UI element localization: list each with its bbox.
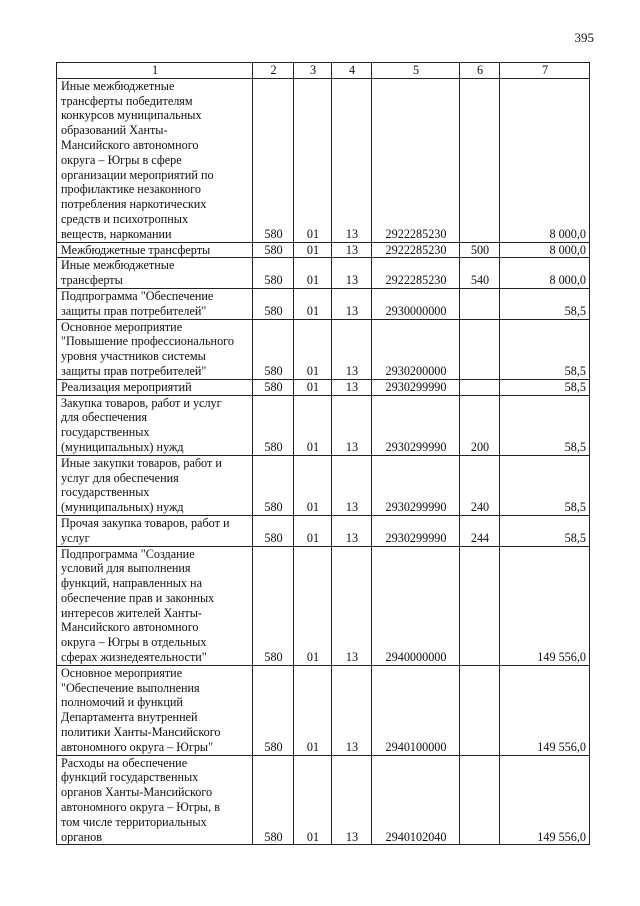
table-body <box>57 78 590 845</box>
row-razdel-cell: 01 <box>294 258 332 289</box>
row-name-cell: Межбюджетные трансферты <box>57 242 253 258</box>
row-amount-cell: 58,5 <box>500 395 590 455</box>
table-row <box>57 546 590 665</box>
row-name-cell: Иные межбюджетные трансферты <box>57 258 253 289</box>
table-row <box>57 395 590 455</box>
row-vedomstvo-cell: 580 <box>253 288 294 319</box>
row-name-cell: Расходы на обеспечение функций государственных органов Ханты-Мансийского автономного округа – Югры, в том числе территориальных органов <box>57 755 253 845</box>
row-amount-cell: 149 556,0 <box>500 755 590 845</box>
row-razdel-cell: 01 <box>294 665 332 755</box>
row-podrazdel-cell: 13 <box>332 455 372 515</box>
row-vedomstvo-cell: 580 <box>253 395 294 455</box>
row-podrazdel-cell: 13 <box>332 546 372 665</box>
row-vedomstvo-cell: 580 <box>253 665 294 755</box>
column-header: 5 <box>372 63 460 79</box>
row-expense-type-cell <box>460 546 500 665</box>
row-amount-cell: 149 556,0 <box>500 665 590 755</box>
row-podrazdel-cell: 13 <box>332 515 372 546</box>
row-target-article-cell: 2922285230 <box>372 258 460 289</box>
row-amount-cell: 8 000,0 <box>500 242 590 258</box>
row-target-article-cell: 2930299990 <box>372 379 460 395</box>
row-vedomstvo-cell: 580 <box>253 258 294 289</box>
table-row <box>57 665 590 755</box>
row-target-article-cell: 2930299990 <box>372 395 460 455</box>
row-vedomstvo-cell: 580 <box>253 515 294 546</box>
row-expense-type-cell: 500 <box>460 242 500 258</box>
row-expense-type-cell <box>460 665 500 755</box>
column-header: 4 <box>332 63 372 79</box>
row-name-cell: Прочая закупка товаров, работ и услуг <box>57 515 253 546</box>
row-amount-cell: 8 000,0 <box>500 258 590 289</box>
table-row <box>57 455 590 515</box>
row-podrazdel-cell: 13 <box>332 665 372 755</box>
column-header: 2 <box>253 63 294 79</box>
row-expense-type-cell: 240 <box>460 455 500 515</box>
row-podrazdel-cell: 13 <box>332 78 372 242</box>
row-vedomstvo-cell: 580 <box>253 546 294 665</box>
row-amount-cell: 8 000,0 <box>500 78 590 242</box>
row-expense-type-cell <box>460 78 500 242</box>
row-razdel-cell: 01 <box>294 288 332 319</box>
row-vedomstvo-cell: 580 <box>253 242 294 258</box>
row-amount-cell: 58,5 <box>500 455 590 515</box>
row-podrazdel-cell: 13 <box>332 379 372 395</box>
row-vedomstvo-cell: 580 <box>253 319 294 379</box>
row-razdel-cell: 01 <box>294 379 332 395</box>
row-razdel-cell: 01 <box>294 395 332 455</box>
row-podrazdel-cell: 13 <box>332 242 372 258</box>
row-target-article-cell: 2930299990 <box>372 455 460 515</box>
row-target-article-cell: 2930000000 <box>372 288 460 319</box>
row-amount-cell: 58,5 <box>500 319 590 379</box>
row-razdel-cell: 01 <box>294 78 332 242</box>
row-podrazdel-cell: 13 <box>332 395 372 455</box>
header-row <box>57 63 590 79</box>
row-razdel-cell: 01 <box>294 515 332 546</box>
table-row <box>57 242 590 258</box>
row-name-cell: Подпрограмма "Создание условий для выполнения функций, направленных на обеспечение прав и законных интересов жителей Ханты- Мансийского автономного округа – Югры в отдельных сферах жизнедеятельности" <box>57 546 253 665</box>
table-row <box>57 258 590 289</box>
row-name-cell: Иные межбюджетные трансферты победителям конкурсов муниципальных образований Ханты- Мансийского автономного округа – Югры в сфере организации мероприятий по профилактике незаконного потребления наркотических средств и психотропных веществ, наркомании <box>57 78 253 242</box>
row-podrazdel-cell: 13 <box>332 258 372 289</box>
row-target-article-cell: 2922285230 <box>372 78 460 242</box>
row-razdel-cell: 01 <box>294 455 332 515</box>
column-header: 7 <box>500 63 590 79</box>
row-target-article-cell: 2940100000 <box>372 665 460 755</box>
row-expense-type-cell: 200 <box>460 395 500 455</box>
row-name-cell: Реализация мероприятий <box>57 379 253 395</box>
column-header: 1 <box>57 63 253 79</box>
row-target-article-cell: 2930200000 <box>372 319 460 379</box>
column-header: 3 <box>294 63 332 79</box>
table-row <box>57 379 590 395</box>
row-name-cell: Основное мероприятие "Обеспечение выполнения полномочий и функций Департамента внутренней политики Ханты-Мансийского автономного округа – Югры" <box>57 665 253 755</box>
row-vedomstvo-cell: 580 <box>253 455 294 515</box>
row-amount-cell: 149 556,0 <box>500 546 590 665</box>
row-expense-type-cell <box>460 288 500 319</box>
table-row <box>57 515 590 546</box>
row-vedomstvo-cell: 580 <box>253 78 294 242</box>
row-expense-type-cell <box>460 319 500 379</box>
row-amount-cell: 58,5 <box>500 515 590 546</box>
table-row <box>57 319 590 379</box>
row-vedomstvo-cell: 580 <box>253 755 294 845</box>
row-podrazdel-cell: 13 <box>332 755 372 845</box>
row-podrazdel-cell: 13 <box>332 288 372 319</box>
row-name-cell: Основное мероприятие "Повышение профессионального уровня участников системы защиты прав потребителей" <box>57 319 253 379</box>
row-target-article-cell: 2940102040 <box>372 755 460 845</box>
row-vedomstvo-cell: 580 <box>253 379 294 395</box>
row-razdel-cell: 01 <box>294 755 332 845</box>
budget-table <box>56 62 590 845</box>
row-name-cell: Подпрограмма "Обеспечение защиты прав потребителей" <box>57 288 253 319</box>
page-number: 395 <box>574 30 594 45</box>
table-row <box>57 755 590 845</box>
column-header: 6 <box>460 63 500 79</box>
row-target-article-cell: 2930299990 <box>372 515 460 546</box>
row-expense-type-cell <box>460 379 500 395</box>
row-razdel-cell: 01 <box>294 319 332 379</box>
row-amount-cell: 58,5 <box>500 288 590 319</box>
table-row <box>57 78 590 242</box>
row-target-article-cell: 2940000000 <box>372 546 460 665</box>
row-expense-type-cell: 244 <box>460 515 500 546</box>
row-expense-type-cell <box>460 755 500 845</box>
table-row <box>57 288 590 319</box>
row-podrazdel-cell: 13 <box>332 319 372 379</box>
row-amount-cell: 58,5 <box>500 379 590 395</box>
row-expense-type-cell: 540 <box>460 258 500 289</box>
row-name-cell: Закупка товаров, работ и услуг для обеспечения государственных (муниципальных) нужд <box>57 395 253 455</box>
row-target-article-cell: 2922285230 <box>372 242 460 258</box>
row-razdel-cell: 01 <box>294 546 332 665</box>
row-name-cell: Иные закупки товаров, работ и услуг для обеспечения государственных (муниципальных) нужд <box>57 455 253 515</box>
row-razdel-cell: 01 <box>294 242 332 258</box>
